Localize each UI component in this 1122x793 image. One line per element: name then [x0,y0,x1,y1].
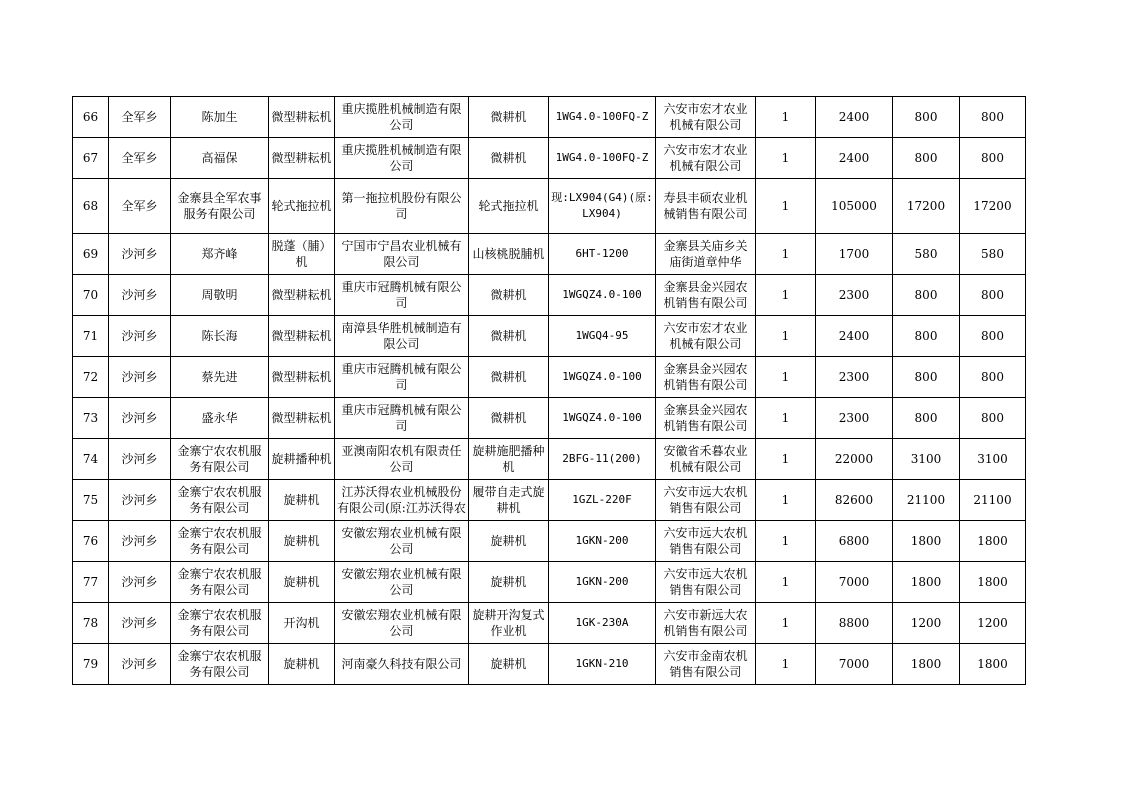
central-subsidy-cell: 580 [893,234,960,275]
product-name-cell: 山核桃脱脯机 [469,234,549,275]
total-subsidy-cell: 21100 [960,480,1026,521]
row-number-cell: 76 [73,521,109,562]
quantity-cell: 1 [756,439,816,480]
quantity-cell: 1 [756,562,816,603]
model-cell: 1WGQ4-95 [549,316,656,357]
machine-category-cell: 微型耕耘机 [269,357,335,398]
township-cell: 沙河乡 [109,644,171,685]
buyer-cell: 金寨宁农农机服务有限公司 [171,439,269,480]
price-cell: 2400 [816,97,893,138]
manufacturer-cell: 安徽宏翔农业机械有限公司 [335,603,469,644]
table-row [73,97,1026,138]
dealer-cell: 金寨县金兴园农机销售有限公司 [656,357,756,398]
total-subsidy-cell: 800 [960,357,1026,398]
dealer-cell: 六安市远大农机销售有限公司 [656,521,756,562]
row-number-cell: 78 [73,603,109,644]
buyer-cell: 金寨宁农农机服务有限公司 [171,521,269,562]
manufacturer-cell: 重庆市冠腾机械有限公司 [335,398,469,439]
dealer-cell: 金寨县关庙乡关庙街道章仲华 [656,234,756,275]
central-subsidy-cell: 800 [893,357,960,398]
row-number-cell: 67 [73,138,109,179]
product-name-cell: 微耕机 [469,398,549,439]
dealer-cell: 六安市金南农机销售有限公司 [656,644,756,685]
row-number-cell: 72 [73,357,109,398]
model-cell: 1WG4.0-100FQ-Z [549,138,656,179]
quantity-cell: 1 [756,179,816,234]
quantity-cell: 1 [756,316,816,357]
township-cell: 全军乡 [109,97,171,138]
manufacturer-cell: 安徽宏翔农业机械有限公司 [335,562,469,603]
table-row [73,138,1026,179]
buyer-cell: 高福保 [171,138,269,179]
product-name-cell: 微耕机 [469,357,549,398]
product-name-cell: 微耕机 [469,316,549,357]
price-cell: 6800 [816,521,893,562]
machine-category-cell: 微型耕耘机 [269,275,335,316]
manufacturer-cell: 重庆揽胜机械制造有限公司 [335,97,469,138]
machine-category-cell: 旋耕机 [269,480,335,521]
quantity-cell: 1 [756,357,816,398]
product-name-cell: 微耕机 [469,138,549,179]
product-name-cell: 旋耕机 [469,562,549,603]
table-body [73,97,1026,685]
price-cell: 22000 [816,439,893,480]
model-cell: 1WGQZ4.0-100 [549,398,656,439]
buyer-cell: 周敬明 [171,275,269,316]
total-subsidy-cell: 1200 [960,603,1026,644]
dealer-cell: 六安市新远大农机销售有限公司 [656,603,756,644]
machine-category-cell: 旋耕播种机 [269,439,335,480]
manufacturer-cell: 第一拖拉机股份有限公司 [335,179,469,234]
machine-category-cell: 旋耕机 [269,521,335,562]
table-row [73,562,1026,603]
row-number-cell: 79 [73,644,109,685]
product-name-cell: 微耕机 [469,275,549,316]
machine-category-cell: 旋耕机 [269,644,335,685]
dealer-cell: 六安市宏才农业机械有限公司 [656,316,756,357]
product-name-cell: 旋耕开沟复式作业机 [469,603,549,644]
table-row [73,480,1026,521]
product-name-cell: 轮式拖拉机 [469,179,549,234]
machine-category-cell: 微型耕耘机 [269,398,335,439]
buyer-cell: 盛永华 [171,398,269,439]
table-row [73,357,1026,398]
quantity-cell: 1 [756,521,816,562]
model-cell: 现:LX904(G4)(原:LX904) [549,179,656,234]
price-cell: 8800 [816,603,893,644]
central-subsidy-cell: 1800 [893,644,960,685]
model-cell: 2BFG-11(200) [549,439,656,480]
total-subsidy-cell: 17200 [960,179,1026,234]
total-subsidy-cell: 3100 [960,439,1026,480]
model-cell: 1GKN-200 [549,521,656,562]
total-subsidy-cell: 800 [960,275,1026,316]
manufacturer-cell: 河南豪久科技有限公司 [335,644,469,685]
table-row [73,398,1026,439]
model-cell: 1WG4.0-100FQ-Z [549,97,656,138]
table-row [73,603,1026,644]
machine-category-cell: 脱蓬（脯）机 [269,234,335,275]
central-subsidy-cell: 800 [893,275,960,316]
product-name-cell: 微耕机 [469,97,549,138]
township-cell: 沙河乡 [109,398,171,439]
dealer-cell: 金寨县金兴园农机销售有限公司 [656,398,756,439]
dealer-cell: 安徽省禾暮农业机械有限公司 [656,439,756,480]
manufacturer-cell: 安徽宏翔农业机械有限公司 [335,521,469,562]
model-cell: 1WGQZ4.0-100 [549,357,656,398]
buyer-cell: 金寨宁农农机服务有限公司 [171,644,269,685]
central-subsidy-cell: 1800 [893,521,960,562]
dealer-cell: 六安市宏才农业机械有限公司 [656,138,756,179]
central-subsidy-cell: 3100 [893,439,960,480]
central-subsidy-cell: 800 [893,398,960,439]
manufacturer-cell: 亚澳南阳农机有限责任公司 [335,439,469,480]
township-cell: 沙河乡 [109,562,171,603]
price-cell: 2300 [816,398,893,439]
buyer-cell: 金寨宁农农机服务有限公司 [171,562,269,603]
quantity-cell: 1 [756,97,816,138]
buyer-cell: 金寨宁农农机服务有限公司 [171,480,269,521]
row-number-cell: 74 [73,439,109,480]
price-cell: 82600 [816,480,893,521]
row-number-cell: 71 [73,316,109,357]
table-row [73,439,1026,480]
central-subsidy-cell: 800 [893,138,960,179]
township-cell: 全军乡 [109,179,171,234]
model-cell: 1WGQZ4.0-100 [549,275,656,316]
machine-category-cell: 轮式拖拉机 [269,179,335,234]
buyer-cell: 金寨县全军农事服务有限公司 [171,179,269,234]
price-cell: 2300 [816,275,893,316]
table-row [73,521,1026,562]
dealer-cell: 六安市远大农机销售有限公司 [656,480,756,521]
central-subsidy-cell: 1200 [893,603,960,644]
township-cell: 全军乡 [109,138,171,179]
model-cell: 6HT-1200 [549,234,656,275]
row-number-cell: 68 [73,179,109,234]
dealer-cell: 六安市远大农机销售有限公司 [656,562,756,603]
product-name-cell: 旋耕机 [469,644,549,685]
manufacturer-cell: 宁国市宁昌农业机械有限公司 [335,234,469,275]
row-number-cell: 75 [73,480,109,521]
township-cell: 沙河乡 [109,275,171,316]
table-row [73,179,1026,234]
quantity-cell: 1 [756,603,816,644]
quantity-cell: 1 [756,234,816,275]
dealer-cell: 金寨县金兴园农机销售有限公司 [656,275,756,316]
machine-category-cell: 微型耕耘机 [269,138,335,179]
township-cell: 沙河乡 [109,316,171,357]
price-cell: 105000 [816,179,893,234]
machine-category-cell: 旋耕机 [269,562,335,603]
manufacturer-cell: 南漳县华胜机械制造有限公司 [335,316,469,357]
township-cell: 沙河乡 [109,357,171,398]
township-cell: 沙河乡 [109,480,171,521]
table-row [73,275,1026,316]
row-number-cell: 66 [73,97,109,138]
machine-category-cell: 微型耕耘机 [269,97,335,138]
buyer-cell: 郑齐峰 [171,234,269,275]
dealer-cell: 六安市宏才农业机械有限公司 [656,97,756,138]
central-subsidy-cell: 800 [893,316,960,357]
subsidy-table [72,96,1026,685]
price-cell: 2400 [816,316,893,357]
model-cell: 1GZL-220F [549,480,656,521]
township-cell: 沙河乡 [109,234,171,275]
product-name-cell: 旋耕施肥播种机 [469,439,549,480]
manufacturer-cell: 重庆市冠腾机械有限公司 [335,275,469,316]
quantity-cell: 1 [756,398,816,439]
central-subsidy-cell: 800 [893,97,960,138]
model-cell: 1GK-230A [549,603,656,644]
total-subsidy-cell: 1800 [960,562,1026,603]
quantity-cell: 1 [756,275,816,316]
table-row [73,644,1026,685]
total-subsidy-cell: 800 [960,316,1026,357]
quantity-cell: 1 [756,644,816,685]
price-cell: 1700 [816,234,893,275]
total-subsidy-cell: 800 [960,138,1026,179]
row-number-cell: 70 [73,275,109,316]
manufacturer-cell [335,480,469,521]
central-subsidy-cell: 1800 [893,562,960,603]
machine-category-cell: 微型耕耘机 [269,316,335,357]
total-subsidy-cell: 580 [960,234,1026,275]
table-row [73,316,1026,357]
row-number-cell: 77 [73,562,109,603]
manufacturer-text: 江苏沃得农业机械股份有限公司(原:江苏沃得农 [337,485,466,515]
table-row [73,234,1026,275]
buyer-cell: 陈长海 [171,316,269,357]
price-cell: 7000 [816,562,893,603]
total-subsidy-cell: 800 [960,398,1026,439]
row-number-cell: 69 [73,234,109,275]
buyer-cell: 金寨宁农农机服务有限公司 [171,603,269,644]
price-cell: 2400 [816,138,893,179]
total-subsidy-cell: 1800 [960,644,1026,685]
central-subsidy-cell: 21100 [893,480,960,521]
model-cell: 1GKN-200 [549,562,656,603]
manufacturer-cell: 重庆市冠腾机械有限公司 [335,357,469,398]
row-number-cell: 73 [73,398,109,439]
total-subsidy-cell: 1800 [960,521,1026,562]
township-cell: 沙河乡 [109,603,171,644]
dealer-cell: 寿县丰硕农业机械销售有限公司 [656,179,756,234]
quantity-cell: 1 [756,480,816,521]
township-cell: 沙河乡 [109,439,171,480]
buyer-cell: 蔡先进 [171,357,269,398]
model-cell: 1GKN-210 [549,644,656,685]
product-name-cell: 旋耕机 [469,521,549,562]
quantity-cell: 1 [756,138,816,179]
price-cell: 2300 [816,357,893,398]
product-name-cell: 履带自走式旋耕机 [469,480,549,521]
manufacturer-cell: 重庆揽胜机械制造有限公司 [335,138,469,179]
buyer-cell: 陈加生 [171,97,269,138]
township-cell: 沙河乡 [109,521,171,562]
price-cell: 7000 [816,644,893,685]
central-subsidy-cell: 17200 [893,179,960,234]
total-subsidy-cell: 800 [960,97,1026,138]
machine-category-cell: 开沟机 [269,603,335,644]
